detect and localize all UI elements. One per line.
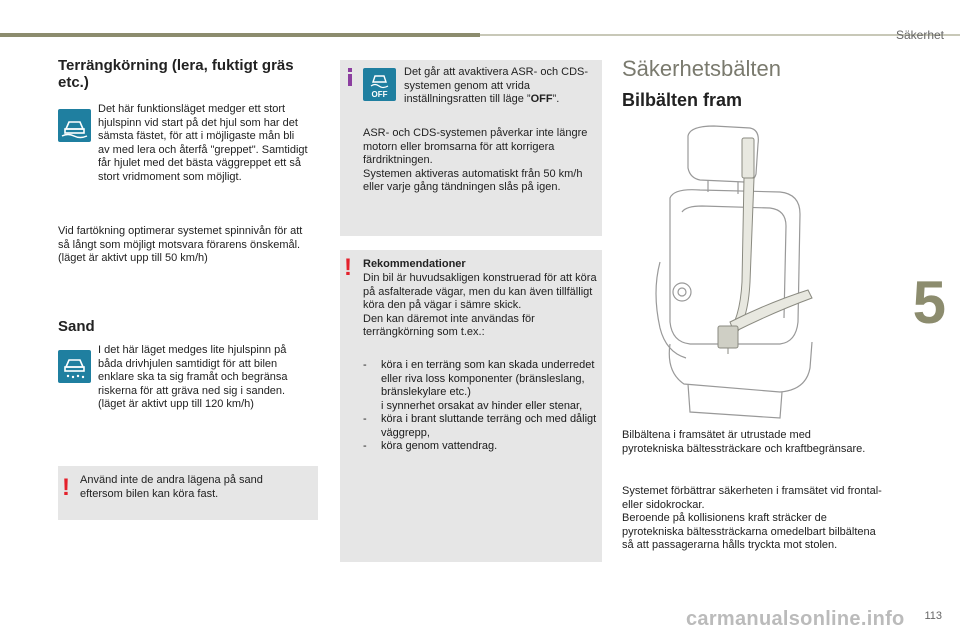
sand-mode-icon bbox=[58, 350, 91, 383]
sand-title: Sand bbox=[58, 318, 95, 335]
recommend-warning-icon: ! bbox=[344, 254, 352, 281]
section-title: Säkerhet bbox=[895, 28, 944, 42]
asr-off-icon bbox=[363, 68, 396, 101]
seat-belt-illustration bbox=[630, 122, 860, 422]
list-item: - köra i en terräng som kan skada underredet eller riva loss komponenter (bränsleslang, bränslekylare etc.) i synnerhet orsakat av hinder eller stenar, bbox=[363, 359, 595, 412]
mud-mode-icon bbox=[58, 109, 91, 142]
mud-title: Terrängkörning (lera, fuktigt gräs etc.) bbox=[58, 57, 294, 91]
belts-title: Säkerhetsbälten bbox=[622, 56, 781, 81]
header-rule-right bbox=[480, 34, 960, 36]
info-text bbox=[404, 66, 594, 107]
sand-warning-text: Använd inte de andra lägena på sand eftersom bilen kan köra fast. bbox=[80, 474, 263, 500]
chapter-number: 5 bbox=[912, 269, 946, 336]
belts-subtitle: Bilbälten fram bbox=[622, 90, 743, 110]
info-text-pre: Det går att avaktivera ASR- och CDS-systemen genom att vrida inställningsratten till läge ” bbox=[404, 66, 589, 105]
mud-body: Vid fartökning optimerar systemet spinnivån för att så långt som möjligt motsvara förarens önskemål. (läget är aktivt upp till 50 km/h) bbox=[58, 225, 303, 264]
mud-icon-text: Det här funktionsläget medger ett stort hjulspinn vid start på det hjul som har det sämsta fästet, för att i möjligaste mån bli av med lera och återfå "greppet". Samtidigt får hjulet med det bästa väggreppet ett så stort vridmoment som möjligt. bbox=[98, 103, 308, 183]
sand-icon-text: I det här läget medges lite hjulspinn på båda drivhjulen samtidigt för att bilen enklare ska ta sig framåt och begränsa riskerna för att gräva ned sig i sanden. (läget är aktivt upp till 120 km/h) bbox=[98, 344, 288, 410]
recommend-list bbox=[363, 359, 598, 454]
belts-para2: Systemet förbättrar säkerheten i framsätet vid frontal- eller sidokrockar. Beroende på kollisionens kraft sträcker de pyrotekniska bältessträckarna omedelbart bilbältena så att passagerarna hålls tryckta mot stolen. bbox=[622, 485, 882, 551]
info-icon bbox=[344, 68, 356, 86]
info-text-bold: OFF bbox=[530, 93, 553, 105]
watermark: carmanualsonline.info bbox=[686, 608, 905, 630]
belts-para1: Bilbältena i framsätet är utrustade med pyrotekniska bältessträckare och kraftbegränsare. bbox=[622, 429, 866, 455]
list-item: - köra genom vattendrag. bbox=[363, 440, 498, 452]
recommend-title: Rekommendationer bbox=[363, 258, 466, 270]
info-text-post: ”. bbox=[552, 93, 560, 105]
page-number: 113 bbox=[924, 610, 942, 622]
info-body: ASR- och CDS-systemen påverkar inte längre motorn eller bromsarna för att korrigera färdriktningen. Systemen aktiveras automatiskt från 50 km/h eller varje gång tändningen slås på igen. bbox=[363, 127, 588, 193]
list-item: - köra i brant sluttande terräng och med dåligt väggrepp, bbox=[363, 413, 597, 439]
recommend-body: Din bil är huvudsakligen konstruerad för att köra på asfalterade vägar, men du kan även tillfälligt köra den på vägar i sämre skick. Den kan däremot inte användas för terrängkörning som t.ex.: bbox=[363, 272, 597, 338]
header-rule-left bbox=[0, 33, 480, 37]
off-label: OFF bbox=[371, 90, 388, 99]
warning-icon: ! bbox=[62, 474, 70, 501]
